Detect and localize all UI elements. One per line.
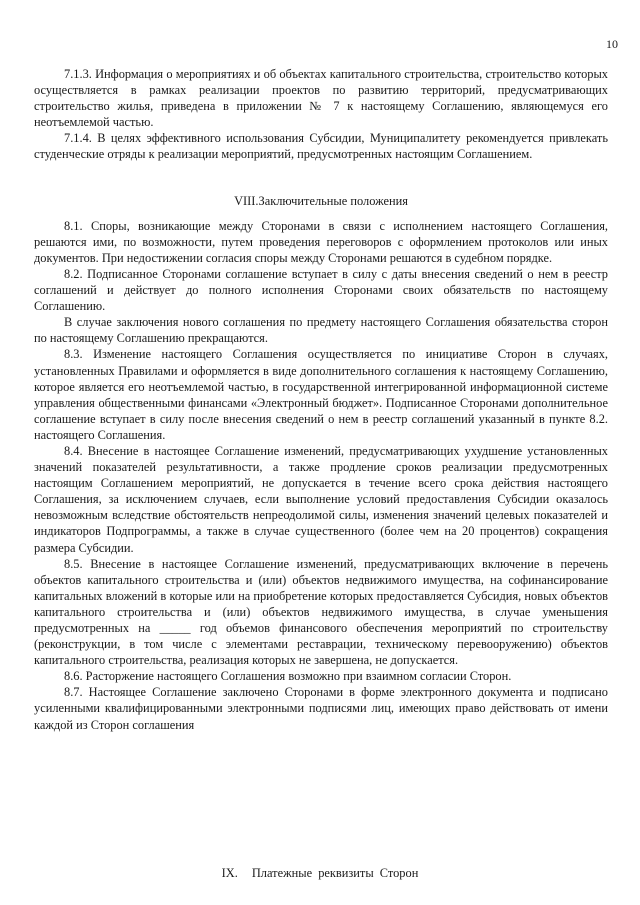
paragraph-8-6: 8.6. Расторжение настоящего Соглашения возможно при взаимном согласии Сторон. — [64, 669, 512, 684]
paragraph-7-1-4: 7.1.4. В целях эффективного использования Субсидии, Муниципалитету рекомендуется привлекать студенческие отряды к реализации мероприятий, предусмотренных настоящим Соглашением. — [34, 131, 608, 162]
paragraph-new-agreement: В случае заключения нового соглашения по предмету настоящего Соглашения обязательства сторон по настоящему Соглашению прекращаются. — [34, 315, 608, 346]
paragraph-8-5: 8.5. Внесение в настоящее Соглашение изменений, предусматривающих включение в перечень объектов капитального строительства и (или) объектов недвижимого имущества, на софинансирование капитальных вложений в которые или на приобретение которых предоставляется Субсидия, новых объектов капитального строительства и (или) объектов недвижимого имущества, в случае уменьшения предусмотренных на _____ год объемов финансового обеспечения мероприятий по строительству (реконструкции, в том числе с элементами реставрации, техническому перевооружению) объектов капитального строительства, реализация которых не завершена, не допускается. — [34, 556, 608, 668]
paragraph-8-7: 8.7. Настоящее Соглашение заключено Сторонами в форме электронного документа и подписано усиленными квалифицированными электронными подписями лиц, имеющих право действовать от имени каждой из Сторон соглашения — [34, 685, 608, 732]
paragraph-8-3: 8.3. Изменение настоящего Соглашения осуществляется по инициативе Сторон в случаях, установленных Правилами и оформляется в виде дополнительного соглашения к настоящему Соглашению, которое является его неотъемлемой частью, в государственной интегрированной информационной системе управления общественными финансами «Электронный бюджет». Подписанное Сторонами дополнительное соглашение вступает в силу после внесения сведений о нем в реестр соглашений указанный в пункте 8.2. настоящего Соглашения. — [34, 347, 608, 442]
section-heading-final-provisions: VIII.Заключительные положения — [234, 193, 408, 208]
section-number: IX. — [221, 866, 238, 880]
paragraph-7-1-3: 7.1.3. Информация о мероприятиях и об объектах капитального строительства, строительство которых осуществляется в рамках реализации проектов по развитию территорий, предусматривающих строительство жилья, приведена в приложении № 7 к настоящему Соглашению, являющемуся его неотъемлемой частью. — [34, 67, 608, 130]
section-heading-payment-details — [0, 866, 640, 881]
paragraph-8-2: 8.2. Подписанное Сторонами соглашение вступает в силу с даты внесения сведений о нем в реестр соглашений и действует до полного исполнения Сторонами своих обязательств по настоящему Соглашению. — [34, 266, 608, 314]
document-body — [34, 66, 608, 733]
section-title: Платежные реквизиты Сторон — [251, 866, 419, 880]
paragraph-8-4: 8.4. Внесение в настоящее Соглашение изменений, предусматривающих ухудшение установленных значений показателей результативности, а также продление сроков реализации предусмотренных настоящим Соглашением мероприятий, не допускается в течение всего срока действия настоящего Соглашения, за исключением случаев, если выполнение условий предоставления Субсидии оказалось невозможным вследствие обстоятельств непреодолимой силы, изменения значений целевых показателей и индикаторов Подпрограммы, а также в случае существенного (более чем на 20 процентов) сокращения размера Субсидии. — [34, 443, 608, 555]
paragraph-8-1: 8.1. Споры, возникающие между Сторонами в связи с исполнением настоящего Соглашения, решаются ими, по возможности, путем проведения переговоров с оформлением протоколов или иных документов. При недостижении согласия споры между Сторонами решаются в судебном порядке. — [34, 218, 608, 265]
page-number: 10 — [606, 37, 618, 51]
